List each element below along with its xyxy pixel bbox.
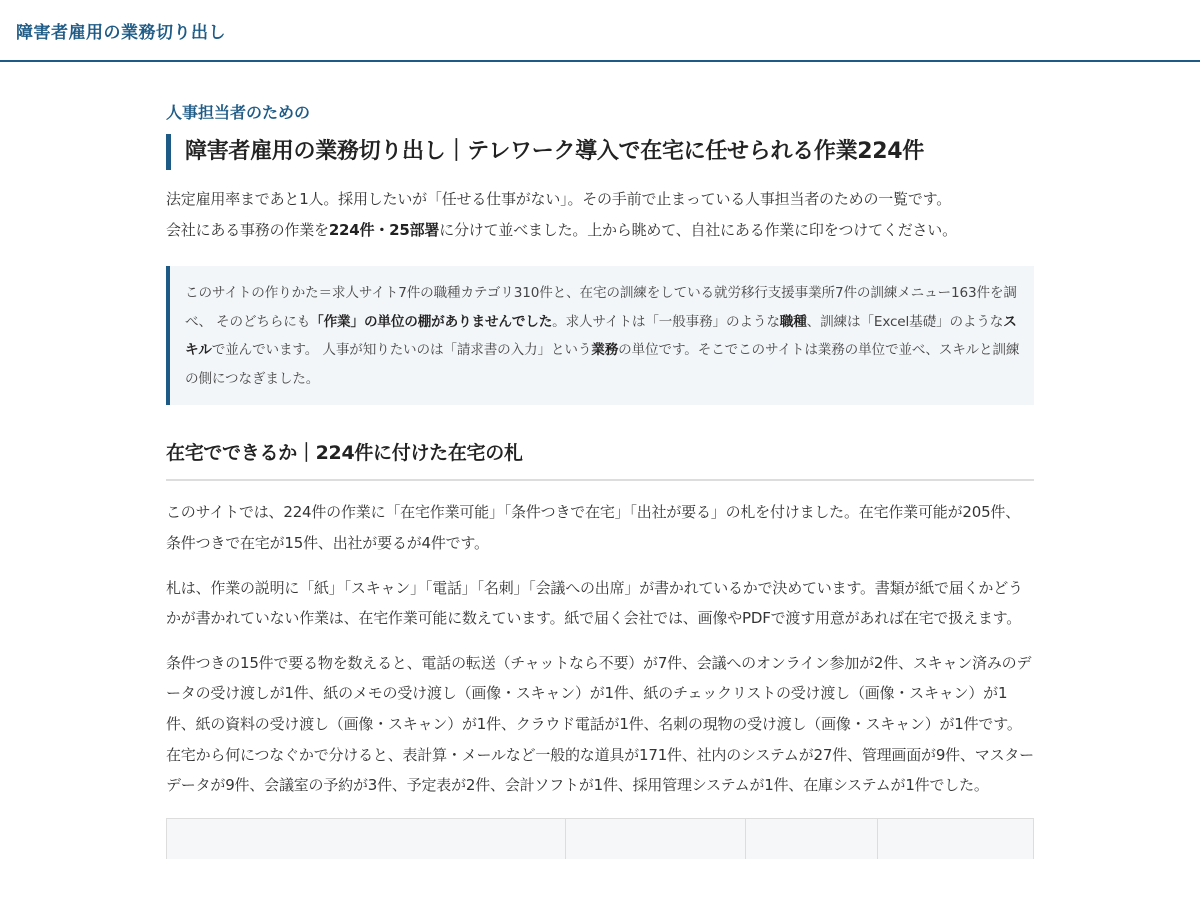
note-bold-2: 職種: [779, 313, 807, 330]
note-bold-1: 「作業」の単位の棚がありませんでした: [310, 313, 553, 330]
lead-line-2-suffix: に分けて並べました。上から眺めて、自社にある作業に印をつけてください。: [439, 221, 957, 239]
note-text-5: の単位です。そこでこのサイトは業務の単位で並べ、スキルと訓練の側につなぎました。: [185, 342, 1020, 387]
lead-line-1: 法定雇用率まであと1人。採用したいが「任せる仕事がない」。その手前で止まっている人事担当者のための一覧です。: [166, 190, 952, 208]
site-title-link[interactable]: 障害者雇用の業務切り出し: [16, 22, 226, 43]
page-title: 障害者雇用の業務切り出し｜テレワーク導入で在宅に任せられる作業224件: [166, 134, 1034, 170]
table-header-cell: [746, 819, 878, 859]
section-heading-remote: 在宅でできるか｜224件に付けた在宅の札: [166, 439, 1034, 481]
table-header-cell: [566, 819, 746, 859]
lead-line-2-prefix: 会社にある事務の作業を: [166, 221, 329, 239]
main-content: [166, 62, 1034, 859]
note-text-4: で並んでいます。 人事が知りたいのは「請求書の入力」という: [211, 342, 592, 359]
remote-para-1: このサイトでは、224件の作業に「在宅作業可能」「条件つきで在宅」「出社が要る」の札を付けました。在宅作業可能が205件、条件つきで在宅が15件、出社が要るが4件です。: [166, 503, 1021, 552]
note-bold-3: スキル: [185, 313, 1017, 359]
remote-summary-table-top: [166, 818, 1034, 859]
table-header-cell: [167, 819, 566, 859]
remote-para-3: 条件つきの15件で要る物を数えると、電話の転送（チャットなら不要）が7件、会議へのオンライン参加が2件、スキャン済みのデータの受け渡しが1件、紙のメモの受け渡し（画像・スキャン）が1件、紙のチェックリストの受け渡し（画像・スキャン）が1件、紙の資料の受け渡し（画像・スキャン）が1件、クラウド電話が1件、名刺の現物の受け渡し（画像・スキャン）が1件です。在宅から何につなぐかで分けると、表計算・メールなど一般的な道具が171件、社内のシステムが27件、管理画面が9件、マスターデータが9件、会議室の予約が3件、予定表が2件、会計ソフトが1件、採用管理システムが1件、在庫システムが1件でした。: [166, 653, 1034, 795]
lead-count-highlight: 224件・25部署: [328, 221, 440, 239]
remote-para-2: 札は、作業の説明に「紙」「スキャン」「電話」「名刺」「会議への出席」が書かれているかで決めています。書類が紙で届くかどうかが書かれていない作業は、在宅作業可能に数えています。紙で届く会社では、画像やPDFで渡す用意があれば在宅で扱えます。: [166, 578, 1023, 628]
note-text-3: 、訓練は「Excel基礎」のような: [806, 313, 1004, 330]
note-text-2: 。求人サイトは「一般事務」のような: [552, 313, 780, 330]
table-header-cell: [878, 819, 1033, 859]
note-bold-4: 業務: [591, 342, 619, 359]
page-kicker: 人事担当者のための: [166, 103, 311, 122]
site-header: [0, 0, 1200, 62]
method-note-box: [166, 266, 1034, 405]
note-text-1: このサイトの作りかた＝求人サイト7件の職種カテゴリ310件と、在宅の訓練をしている就労移行支援事業所7件の訓練メニュー163件を調べ、 そのどちらにも: [185, 285, 1017, 330]
lead-paragraph: [166, 184, 1034, 246]
